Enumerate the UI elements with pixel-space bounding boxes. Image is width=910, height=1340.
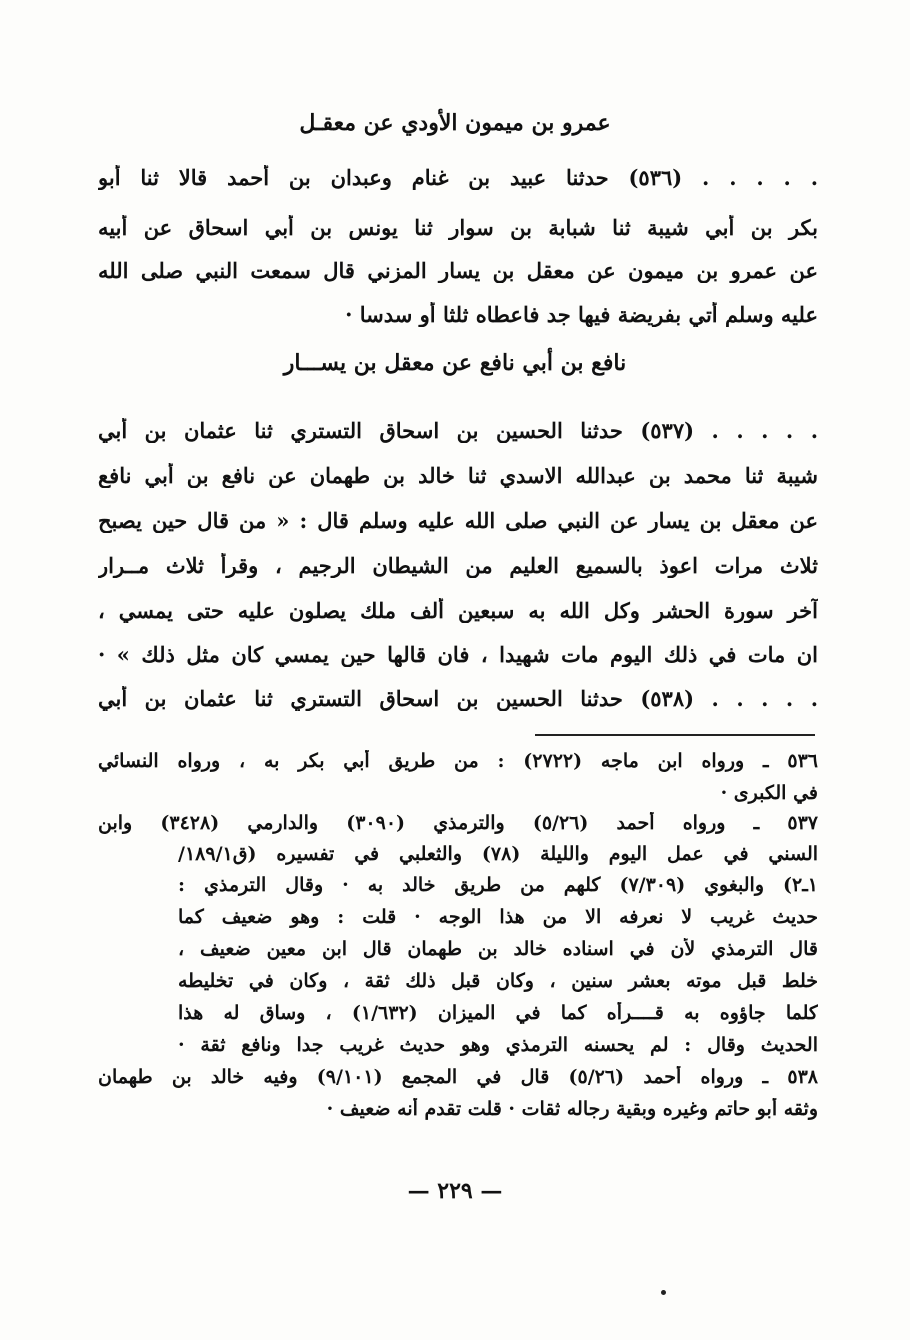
footnote-line: حديث غريب لا نعرفه الا من هذا الوجه · قلت : وهو ضعيف كما: [178, 906, 818, 928]
footnote-line: في الكبرى ·: [720, 782, 818, 804]
paragraph-1-line: . . . . . (٥٣٦) حدثنا عبيد بن غنام وعبدان بن أحمد قالا ثنا أبو: [98, 165, 818, 190]
footnote-line: وثقه أبو حاتم وغيره وبقية رجاله ثقات · قلت تقدم أنه ضعيف ·: [326, 1098, 818, 1120]
footnote-line: كلما جاؤوه به قــــرأه كما في الميزان (١/٦٣٢) ، وساق له هذا: [178, 1002, 818, 1024]
footnote-line: السني في عمل اليوم والليلة (٧٨) والثعلبي في تفسيره (ق١٨٩/١/: [178, 843, 818, 865]
paragraph-2-line: . . . . . (٥٣٧) حدثنا الحسين بن اسحاق التستري ثنا عثمان بن أبي: [98, 418, 818, 443]
paragraph-1-line: عن عمرو بن ميمون عن معقل بن يسار المزني قال سمعت النبي صلى الله: [98, 258, 818, 283]
stray-ink-dot: [661, 1290, 666, 1295]
section-heading-amr: عمرو بن ميمون الأودي عن معقـل: [299, 110, 611, 136]
footnote-line: ١ـ٢) والبغوي (٧/٣٠٩) كلهم من طريق خالد به · وقال الترمذي :: [178, 874, 818, 896]
footnote-line: ٥٣٦ ـ ورواه ابن ماجه (٢٧٢٢) : من طريق أبي بكر به ، ورواه النسائي: [98, 750, 818, 772]
paragraph-1-line: عليه وسلم أتي بفريضة فيها جد فاعطاه ثلثا أو سدسا ·: [345, 302, 818, 327]
paragraph-2-line: عن معقل بن يسار عن النبي صلى الله عليه وسلم قال : « من قال حين يصبح: [98, 508, 818, 533]
page-number: — ٢٢٩ —: [407, 1178, 503, 1204]
footnote-line: قال الترمذي لأن في اسناده خالد بن طهمان قال ابن معين ضعيف ،: [178, 938, 818, 960]
footnote-separator-rule: [535, 734, 815, 736]
paragraph-2-line: ثلاث مرات اعوذ بالسميع العليم من الشيطان الرجيم ، وقرأ ثلاث مــرار: [98, 553, 818, 578]
paragraph-2-line: ان مات في ذلك اليوم مات شهيدا ، فان قالها حين يمسي كان مثل ذلك » ·: [98, 642, 818, 667]
paragraph-2-line: . . . . . (٥٣٨) حدثنا الحسين بن اسحاق التستري ثنا عثمان بن أبي: [98, 686, 818, 711]
footnote-line: خلط قبل موته بعشر سنين ، وكان قبل ذلك ثقة ، وكان في تخليطه: [178, 970, 818, 992]
footnote-line: ٥٣٨ ـ ورواه أحمد (٥/٢٦) قال في المجمع (٩/١٠١) وفيه خالد بن طهمان: [98, 1066, 818, 1088]
paragraph-2-line: آخر سورة الحشر وكل الله به سبعين ألف ملك يصلون عليه حتى يمسي ،: [98, 598, 818, 623]
section-heading-nafi: نافع بن أبي نافع عن معقل بن يســـار: [283, 350, 627, 376]
footnote-line: ٥٣٧ ـ ورواه أحمد (٥/٢٦) والترمذي (٣٠٩٠) والدارمي (٣٤٢٨) وابن: [98, 812, 818, 834]
footnote-line: الحديث وقال : لم يحسنه الترمذي وهو حديث غريب جدا ونافع ثقة ·: [178, 1034, 818, 1056]
paragraph-1-line: بكر بن أبي شيبة ثنا شبابة بن سوار ثنا يونس بن أبي اسحاق عن أبيه: [98, 215, 818, 240]
paragraph-2-line: شيبة ثنا محمد بن عبدالله الاسدي ثنا خالد بن طهمان عن نافع بن أبي نافع: [98, 463, 818, 488]
